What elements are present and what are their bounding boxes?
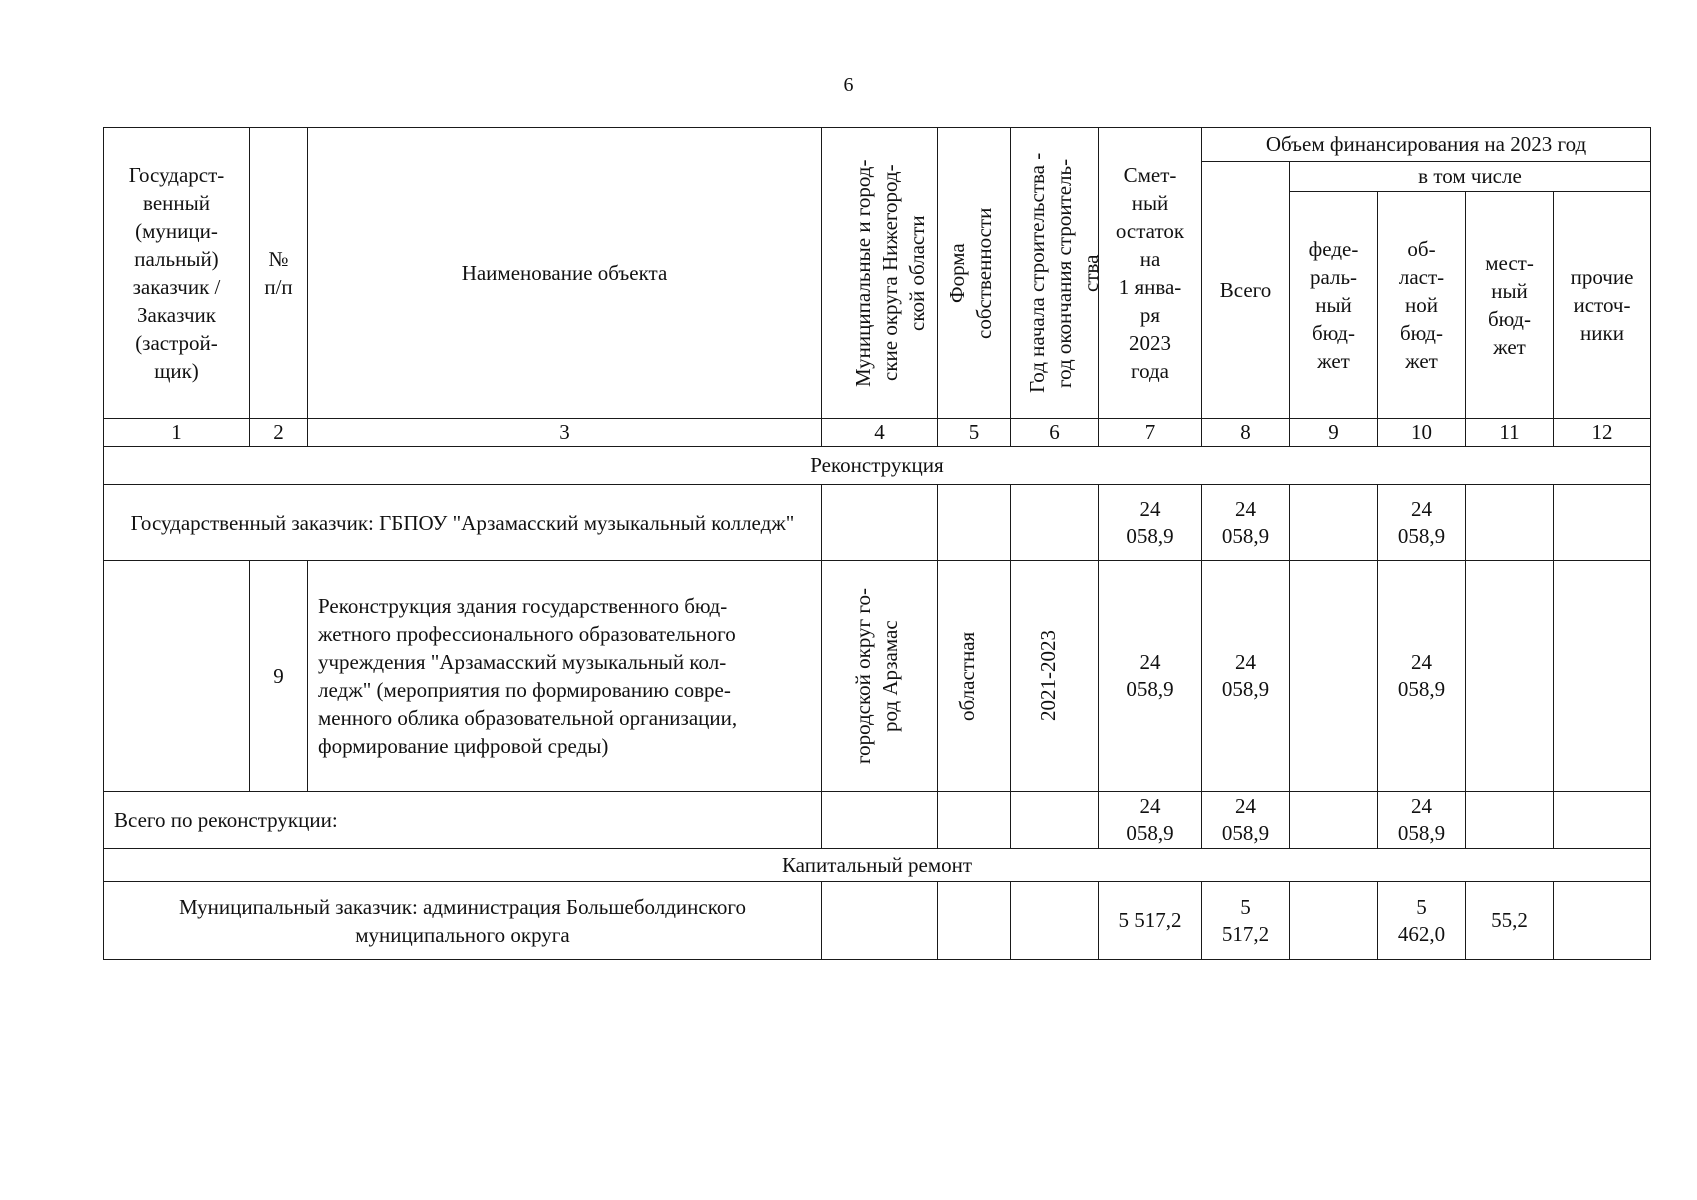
object-ownership-text: областная: [955, 631, 979, 721]
object-total: 24 058,9: [1202, 561, 1290, 792]
total-other: [1554, 792, 1651, 849]
col-num-9: 9: [1290, 419, 1378, 447]
col-num-3: 3: [308, 419, 822, 447]
customer-row: [104, 485, 1651, 561]
financing-table: [103, 127, 1651, 960]
total-years: [1011, 792, 1099, 849]
object-name-text: Реконструкция здания государственного бюд- жетного профессионального образовательного учреждения "Арзамасский музыкальный кол- ледж" (мероприятия по формированию совре- менного облика образовательной организации, формирование цифровой среды): [318, 594, 738, 758]
cell-federal: [1290, 485, 1378, 561]
mun-ownership: [938, 882, 1011, 960]
cell-years: [1011, 485, 1099, 561]
col-num-12: 12: [1554, 419, 1651, 447]
section-title-reconstruction: Реконструкция: [104, 447, 1651, 485]
municipal-customer-label: Муниципальный заказчик: администрация Большеболдинского муниципального округа: [104, 882, 822, 960]
cell-ownership: [938, 485, 1011, 561]
header-ownership: [938, 128, 1011, 419]
object-regional: 24 058,9: [1378, 561, 1466, 792]
object-number: 9: [250, 561, 308, 792]
object-name: [308, 561, 822, 792]
mun-other: [1554, 882, 1651, 960]
object-municipality-text: городской округ го- род Арзамас: [850, 588, 902, 764]
mun-regional: 5 462,0: [1378, 882, 1466, 960]
object-customer-cell: [104, 561, 250, 792]
col-num-4: 4: [822, 419, 938, 447]
mun-total: 5 517,2: [1202, 882, 1290, 960]
header-number: № п/п: [250, 128, 308, 419]
total-local: [1466, 792, 1554, 849]
col-num-7: 7: [1099, 419, 1202, 447]
section-title-capital-repair: Капитальный ремонт: [104, 849, 1651, 882]
cell-municipality: [822, 485, 938, 561]
total-federal: [1290, 792, 1378, 849]
header-including: в том числе: [1290, 162, 1651, 192]
cell-estimate: 24 058,9: [1099, 485, 1202, 561]
header-ownership-text: Форма собственности: [945, 207, 996, 339]
total-regional: 24 058,9: [1378, 792, 1466, 849]
mun-federal: [1290, 882, 1378, 960]
section-title-row: [104, 447, 1651, 485]
mun-estimate: 5 517,2: [1099, 882, 1202, 960]
cell-regional: 24 058,9: [1378, 485, 1466, 561]
object-row: [104, 561, 1651, 792]
mun-municipality: [822, 882, 938, 960]
mun-local: 55,2: [1466, 882, 1554, 960]
object-municipality: [822, 561, 938, 792]
col-num-6: 6: [1011, 419, 1099, 447]
col-num-10: 10: [1378, 419, 1466, 447]
header-row-1: [104, 128, 1651, 162]
total-label: Всего по реконструкции:: [104, 792, 822, 849]
col-num-8: 8: [1202, 419, 1290, 447]
total-ownership: [938, 792, 1011, 849]
header-municipality: [822, 128, 938, 419]
total-total: 24 058,9: [1202, 792, 1290, 849]
object-estimate: 24 058,9: [1099, 561, 1202, 792]
header-municipality-text: Муниципальные и город- ские округа Нижегород- ской области: [850, 159, 929, 387]
cell-other: [1554, 485, 1651, 561]
col-num-2: 2: [250, 419, 308, 447]
object-years-text: 2021-2023: [1035, 630, 1060, 722]
header-total: Всего: [1202, 162, 1290, 419]
object-other: [1554, 561, 1651, 792]
header-local: мест- ный бюд- жет: [1466, 192, 1554, 419]
total-estimate: 24 058,9: [1099, 792, 1202, 849]
header-object-name: Наименование объекта: [308, 128, 822, 419]
header-other: прочие источ- ники: [1554, 192, 1651, 419]
page-number: 6: [843, 74, 854, 96]
col-num-5: 5: [938, 419, 1011, 447]
column-number-row: [104, 419, 1651, 447]
cell-total: 24 058,9: [1202, 485, 1290, 561]
section-title-row-2: [104, 849, 1651, 882]
mun-years: [1011, 882, 1099, 960]
object-ownership: [938, 561, 1011, 792]
header-years-text: Год начала строительства - год окончания строитель- ства: [1024, 152, 1103, 394]
header-financing-group: Объем финансирования на 2023 год: [1202, 128, 1651, 162]
header-customer: Государст- венный (муници- пальный) заказчик / Заказчик (застрой- щик): [104, 128, 250, 419]
object-federal: [1290, 561, 1378, 792]
col-num-1: 1: [104, 419, 250, 447]
object-local: [1466, 561, 1554, 792]
header-estimate-balance: Смет- ный остаток на 1 янва- ря 2023 года: [1099, 128, 1202, 419]
total-row: [104, 792, 1651, 849]
col-num-11: 11: [1466, 419, 1554, 447]
header-regional: об- ласт- ной бюд- жет: [1378, 192, 1466, 419]
cell-local: [1466, 485, 1554, 561]
header-federal: феде- раль- ный бюд- жет: [1290, 192, 1378, 419]
total-municipality: [822, 792, 938, 849]
header-years: [1011, 128, 1103, 419]
object-years: [1011, 561, 1099, 792]
customer-label: Государственный заказчик: ГБПОУ "Арзамасский музыкальный колледж": [104, 485, 822, 561]
municipal-customer-row: [104, 882, 1651, 960]
